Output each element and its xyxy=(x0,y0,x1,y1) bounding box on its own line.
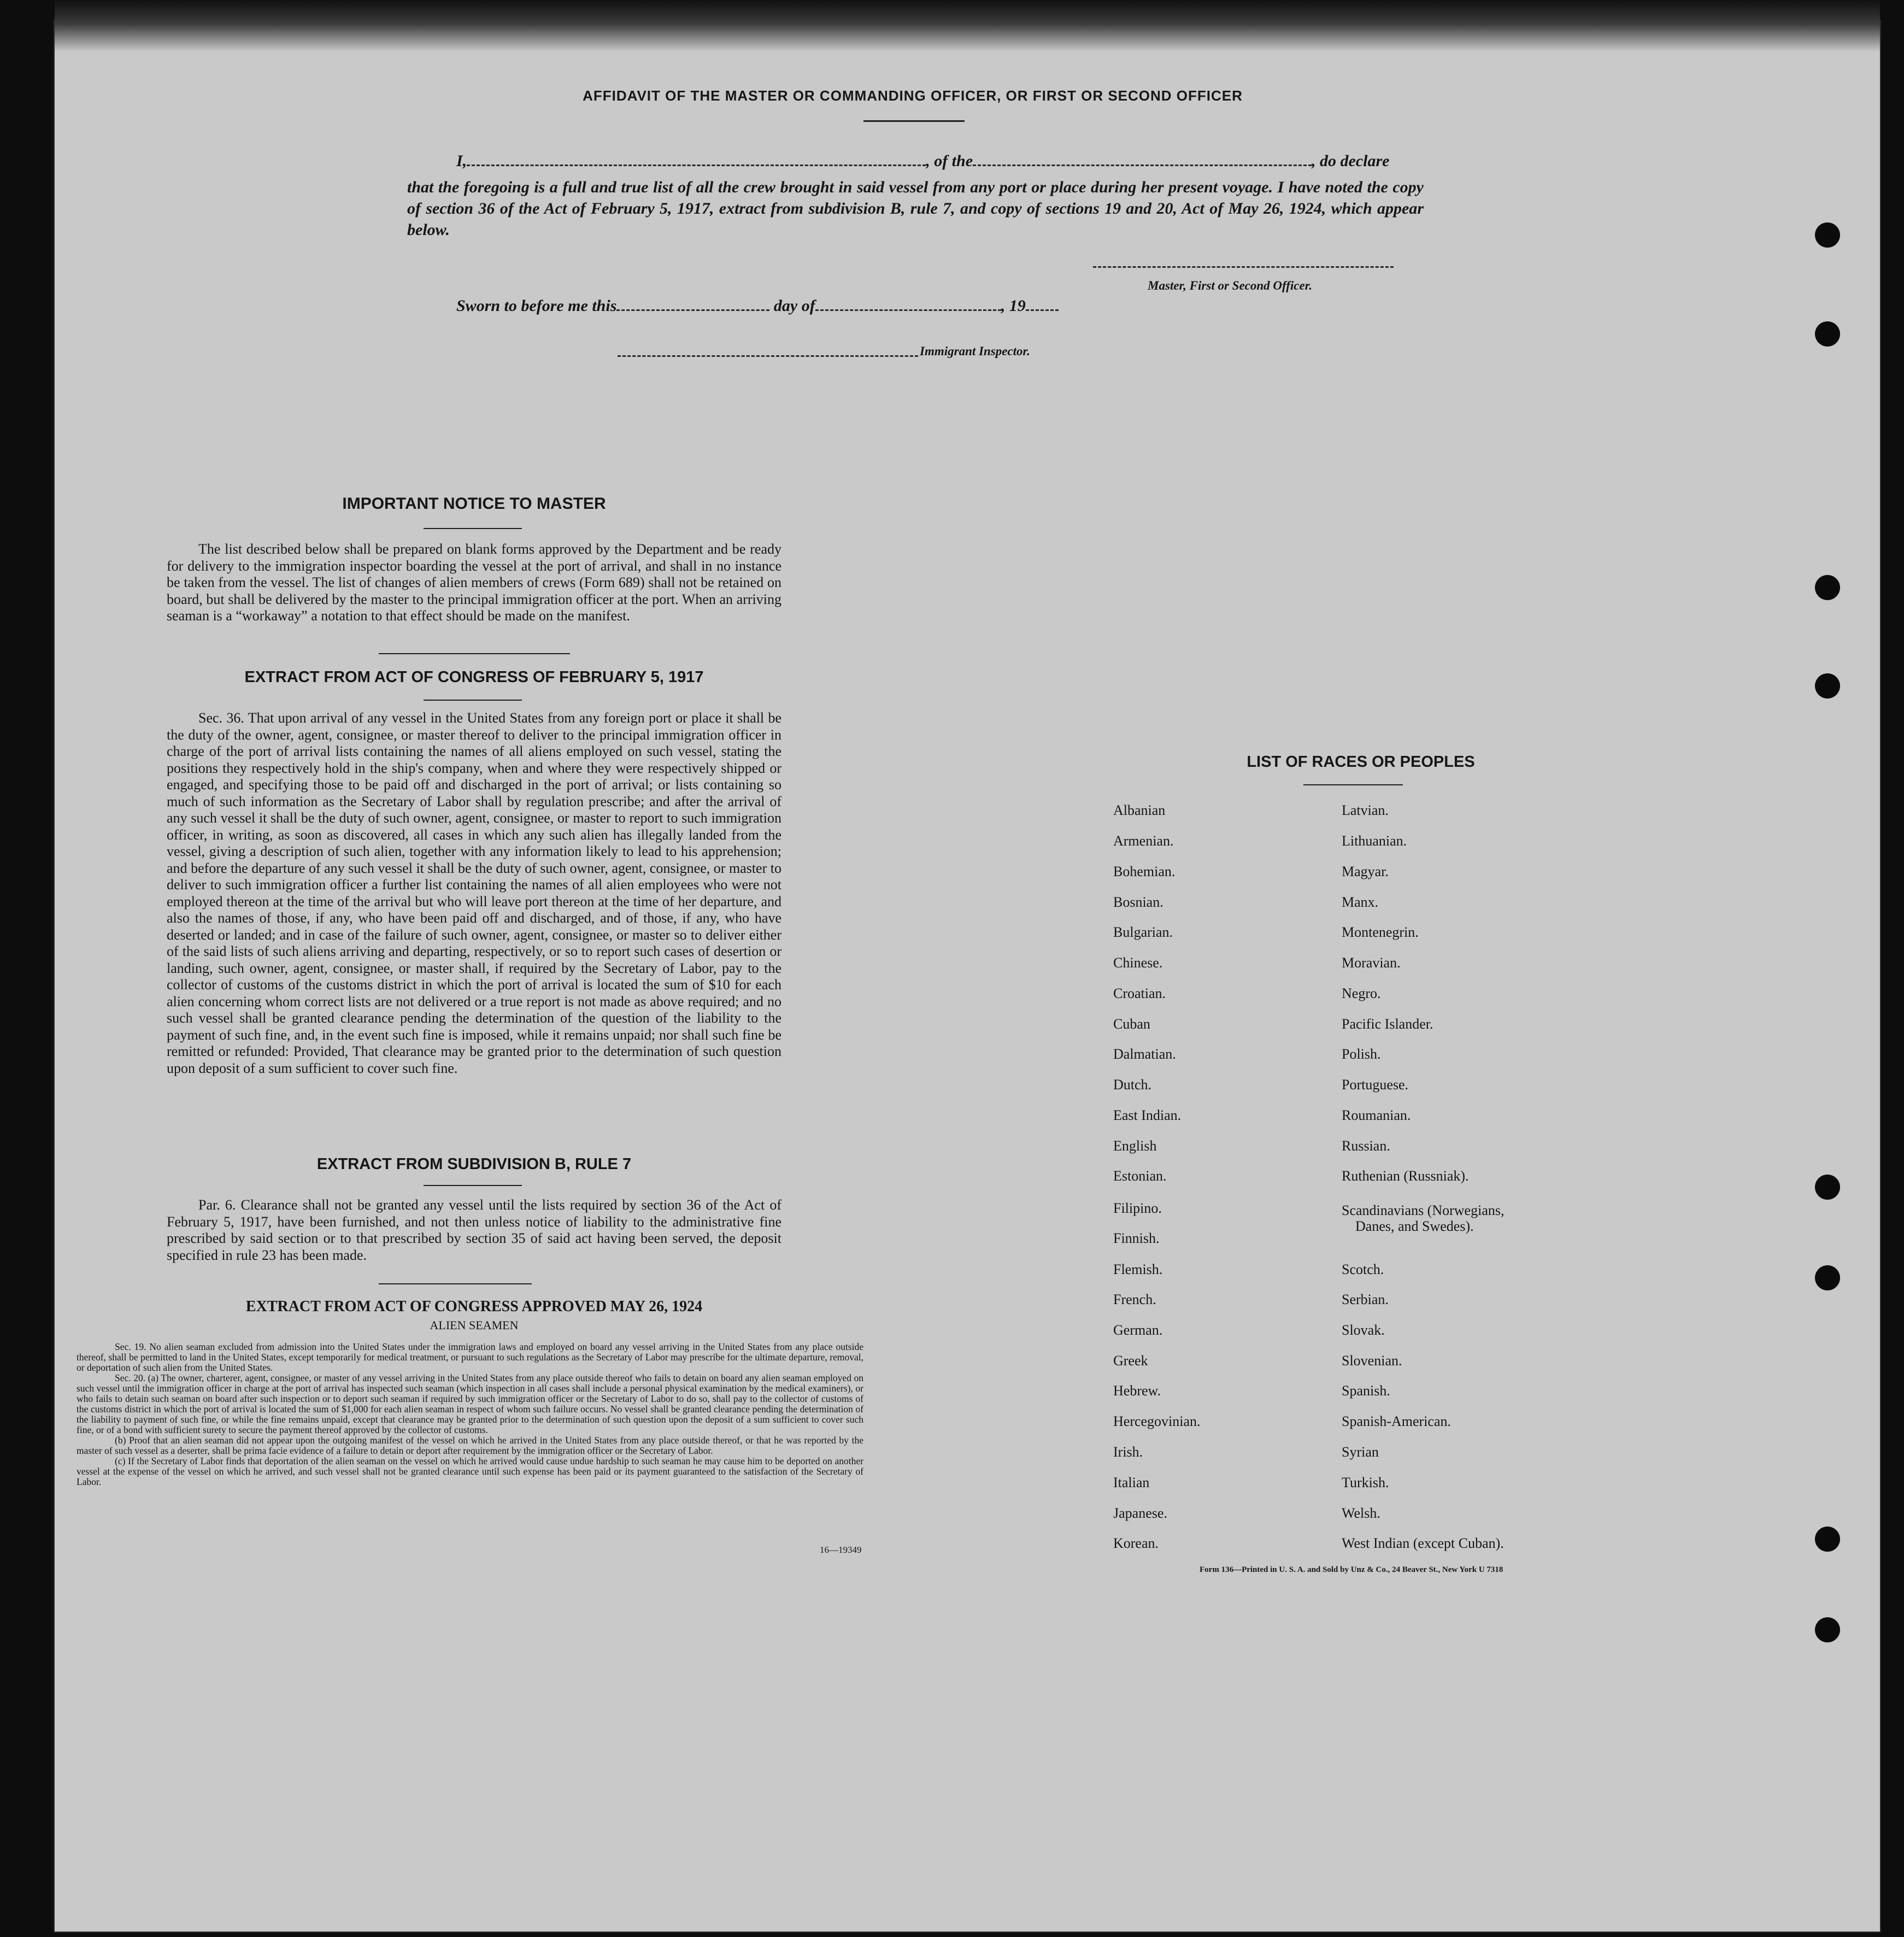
inspector-signature-line[interactable] xyxy=(618,355,918,357)
scan-edge-shadow xyxy=(55,0,1880,52)
vessel-field[interactable] xyxy=(973,156,1312,166)
race-left-item: Italian xyxy=(1113,1475,1150,1490)
race-left-item: Dutch. xyxy=(1113,1077,1152,1093)
race-left-item: French. xyxy=(1113,1292,1156,1307)
races-title: LIST OF RACES OR PEOPLES xyxy=(1247,753,1475,771)
race-left-item: Flemish. xyxy=(1113,1261,1163,1277)
binder-hole xyxy=(1815,1175,1840,1200)
sworn-line xyxy=(456,297,1059,315)
extract-1917-underline xyxy=(424,700,522,701)
race-left-item: Hebrew. xyxy=(1113,1383,1161,1399)
master-signature-line[interactable] xyxy=(1093,266,1394,268)
extract-rule7-title: EXTRACT FROM SUBDIVISION B, RULE 7 xyxy=(316,1155,632,1173)
race-left-item: Bosnian. xyxy=(1113,894,1163,910)
of-the-label: , of the xyxy=(926,152,973,170)
affidavit-title: AFFIDAVIT OF THE MASTER OR COMMANDING OFFICER, OR FIRST OR SECOND OFFICER xyxy=(583,87,1243,104)
do-declare-label: , do declare xyxy=(1312,152,1390,170)
race-right-item: Danes, and Swedes). xyxy=(1355,1218,1474,1234)
race-right-item: Latvian. xyxy=(1342,802,1389,818)
race-left-item: East Indian. xyxy=(1113,1107,1182,1123)
inspector-label: Immigrant Inspector. xyxy=(920,344,1030,358)
race-left-item: German. xyxy=(1113,1322,1163,1338)
race-right-item: Negro. xyxy=(1342,985,1381,1001)
extract-1917-body: Sec. 36. That upon arrival of any vessel in the United States from any foreign port or place it shall be the duty of the owner, agent, consignee, or master thereof to deliver to the principal immigration officer in charge of the port of arrival lists containing the names of all aliens employed on such vessel, stating the positions they respectively hold in the ship's company, when and where they were respectively shipped or engaged, and specifying those to be paid off and discharged in the port of arrival; or lists containing so much of such information as the Secretary of Labor shall by regulation prescribe; and after the arrival of any such vessel it shall be the duty of such owner, agent, consignee, or master to report to such immigration officer, in writing, as soon as discovered, all cases in which any such alien has illegally landed from the vessel, giving a description of such alien, together with any information likely to lead to his apprehension; and before the departure of any such vessel it shall be the duty of such owner, agent, consignee, or master to deliver to such immigration officer a further list containing the names of all alien employees who were not employed thereon at the time of the arrival but who will leave port thereon at the time of her departure, and also the names of those, if any, who have been paid off and discharged, and of those, if any, who have deserted or landed; and in case of the failure of such owner, agent, consignee, or master so to deliver either of the said lists of such aliens arriving and departing, respectively, or so to report such cases of desertion or landing, such owner, agent, consignee, or master shall, if required by the Secretary of Labor, pay to the collector of customs of the customs district in which the port of arrival is located the sum of $10 for each alien concerning whom correct lists are not delivered or a true report is not made as above required; and no such vessel shall be granted clearance pending the determination of the question of the liability to the payment of such fine, and, in the event such fine is imposed, while it remains unpaid; nor shall such fine be remitted or refunded: Provided, That clearance may be granted prior to the determination of such question upon deposit of a sum sufficient to cover such fine. xyxy=(167,710,781,1076)
form-code: 16—19349 xyxy=(820,1545,862,1555)
sworn-year-field[interactable] xyxy=(1026,301,1059,311)
extract-1924-subtitle: ALIEN SEAMEN xyxy=(430,1318,519,1332)
binder-hole xyxy=(1815,1265,1840,1290)
race-right-item: Welsh. xyxy=(1342,1505,1380,1521)
form-footer: Form 136—Printed in U. S. A. and Sold by Unz & Co., 24 Beaver St., New York U 7318 xyxy=(1200,1565,1503,1574)
race-left-item: Estonian. xyxy=(1113,1168,1167,1184)
sec-19: Sec. 19. No alien seaman excluded from admission into the United States under the immigration laws and employed on board any vessel arriving in the United States from any place outside thereof, shall be permitted to land in the United States, except temporarily for medical treatment, or pursuant to such regulations as the Secretary of Labor may prescribe for the ultimate departure, removal, or deportation of such alien from the United States. xyxy=(77,1341,863,1373)
day-of-label: day of xyxy=(773,297,815,315)
race-left-item: Hercegovinian. xyxy=(1113,1413,1201,1429)
race-left-item: Finnish. xyxy=(1113,1230,1160,1246)
extract-1917-title: EXTRACT FROM ACT OF CONGRESS OF FEBRUARY 5, 1917 xyxy=(244,668,704,686)
race-right-item: Ruthenian (Russniak). xyxy=(1342,1168,1469,1184)
race-left-item: Japanese. xyxy=(1113,1505,1167,1521)
race-left-item: English xyxy=(1113,1138,1157,1154)
race-right-item: Scandinavians (Norwegians, xyxy=(1342,1202,1505,1218)
notice-body: The list described below shall be prepared on blank forms approved by the Department and be ready for delivery to the immigration inspector boarding the vessel at the port of arrival, and shall in no instance be taken from the vessel. The list of changes of alien members of crews (Form 689) shall not be retained on board, but shall be delivered by the master to the principal immigration officer at the port. When an arriving seaman is a “workaway” a notation to that effect should be made on the manifest. xyxy=(167,541,781,624)
binder-hole xyxy=(1815,321,1840,347)
declaration-line xyxy=(456,152,1424,171)
race-left-item: Armenian. xyxy=(1113,833,1174,849)
declaration-body: that the foregoing is a full and true list of all the crew brought in said vessel from any port or place during her present voyage. I have noted the copy of section 36 of the Act of February 5, 1917, extract from subdivision B, rule 7, and copy of sections 19 and 20, Act of May 26, 1924, which appear below. xyxy=(407,178,1424,239)
race-right-item: Manx. xyxy=(1342,894,1379,910)
notice-underline xyxy=(424,528,522,529)
i-label: I, xyxy=(456,152,467,170)
race-left-item: Bohemian. xyxy=(1113,864,1176,879)
race-left-item: Filipino. xyxy=(1113,1200,1162,1216)
race-right-item: Roumanian. xyxy=(1342,1107,1411,1123)
sec-20b: (b) Proof that an alien seaman did not appear upon the outgoing manifest of the vessel on which he arrived in the United States from any place outside thereof, or that he was reported by the master of such vessel as a deserter, shall be prima facie evidence of a failure to detain or deport after requirement by the immigration officer or the Secretary of Labor. xyxy=(77,1435,863,1456)
sworn-label: Sworn to before me this xyxy=(456,297,617,315)
race-right-item: Turkish. xyxy=(1342,1475,1389,1490)
binder-hole xyxy=(1815,1527,1840,1552)
race-right-item: Portuguese. xyxy=(1342,1077,1409,1093)
race-right-item: Spanish-American. xyxy=(1342,1413,1451,1429)
race-right-item: Spanish. xyxy=(1342,1383,1390,1399)
extract-1924-body xyxy=(77,1342,863,1487)
race-right-item: Pacific Islander. xyxy=(1342,1016,1433,1032)
race-left-item: Greek xyxy=(1113,1353,1148,1369)
divider xyxy=(379,1283,532,1284)
race-right-item: Syrian xyxy=(1342,1444,1379,1460)
extract-rule7-body: Par. 6. Clearance shall not be granted any vessel until the lists required by section 36 of the Act of February 5, 1917, have been furnished, and not then unless notice of liability to the administrative fine prescribed by said section or to that prescribed by section 35 of said act having been served, the deposit specified in rule 23 has been made. xyxy=(167,1197,781,1263)
sec-20c: (c) If the Secretary of Labor finds that deportation of the alien seaman on the vessel on which he arrived would cause undue hardship to such seaman he may cause him to be deported on another vessel at the expense of the vessel on which he arrived, and such vessel shall not be granted clearance until such expense has been paid or its payment guaranteed to the satisfaction of the Secretary of Labor. xyxy=(77,1455,863,1487)
race-left-item: Croatian. xyxy=(1113,985,1166,1001)
sworn-day-field[interactable] xyxy=(616,301,769,311)
race-left-item: Korean. xyxy=(1113,1535,1159,1551)
race-left-item: Dalmatian. xyxy=(1113,1046,1176,1062)
master-signature-label: Master, First or Second Officer. xyxy=(1148,279,1313,292)
race-right-item: Scotch. xyxy=(1342,1261,1384,1277)
race-right-item: Montenegrin. xyxy=(1342,924,1419,940)
notice-title: IMPORTANT NOTICE TO MASTER xyxy=(342,495,606,513)
race-left-item: Irish. xyxy=(1113,1444,1143,1460)
race-left-item: Chinese. xyxy=(1113,955,1163,971)
race-right-item: Lithuanian. xyxy=(1342,833,1407,849)
extract-1924-title: EXTRACT FROM ACT OF CONGRESS APPROVED MAY 26, 1924 xyxy=(245,1298,703,1315)
race-right-item: Russian. xyxy=(1342,1138,1390,1154)
race-left-item: Cuban xyxy=(1113,1016,1150,1032)
race-left-item: Bulgarian. xyxy=(1113,924,1173,940)
sworn-month-field[interactable] xyxy=(815,301,1001,311)
extract-rule7-underline xyxy=(424,1185,522,1186)
sec-20a: Sec. 20. (a) The owner, charterer, agent, consignee, or master of any vessel arriving in the United States from any place outside thereof who fails to detain on board any alien seaman employed on such vessel until the immigration officer in charge at the port of arrival has inspected such seaman (which inspection in all cases shall include a personal physical examination by the medical examiners), or who fails to detain such seaman on board after such inspection or to deport such seaman if required by such immigration officer or the Secretary of Labor to do so, shall pay to the collector of customs of the customs district in which the port of arrival is located the sum of $1,000 for each alien seaman in respect of whom such failure occurs. No vessel shall be granted clearance pending the determination of the liability to payment of such fine, or while the fine remains unpaid, except that clearance may be granted prior to the determination of such question upon the deposit of a sum sufficient to cover such fine, or of a bond with sufficient surety to secure the payment thereof approved by the collector of customs. xyxy=(77,1372,863,1435)
binder-hole xyxy=(1815,222,1840,248)
divider xyxy=(379,653,570,654)
name-field[interactable] xyxy=(467,156,926,166)
race-right-item: West Indian (except Cuban). xyxy=(1342,1535,1504,1551)
year-label: , 19 xyxy=(1001,297,1026,315)
binder-hole xyxy=(1815,673,1840,699)
race-right-item: Slovak. xyxy=(1342,1322,1385,1338)
race-left-item: Albanian xyxy=(1113,802,1166,818)
race-right-item: Moravian. xyxy=(1342,955,1401,971)
binder-hole xyxy=(1815,1617,1840,1642)
race-right-item: Polish. xyxy=(1342,1046,1381,1062)
title-underline xyxy=(863,120,965,122)
binder-hole xyxy=(1815,575,1840,600)
race-right-item: Magyar. xyxy=(1342,864,1389,879)
race-right-item: Serbian. xyxy=(1342,1292,1389,1307)
races-underline xyxy=(1303,784,1403,785)
race-right-item: Slovenian. xyxy=(1342,1353,1402,1369)
